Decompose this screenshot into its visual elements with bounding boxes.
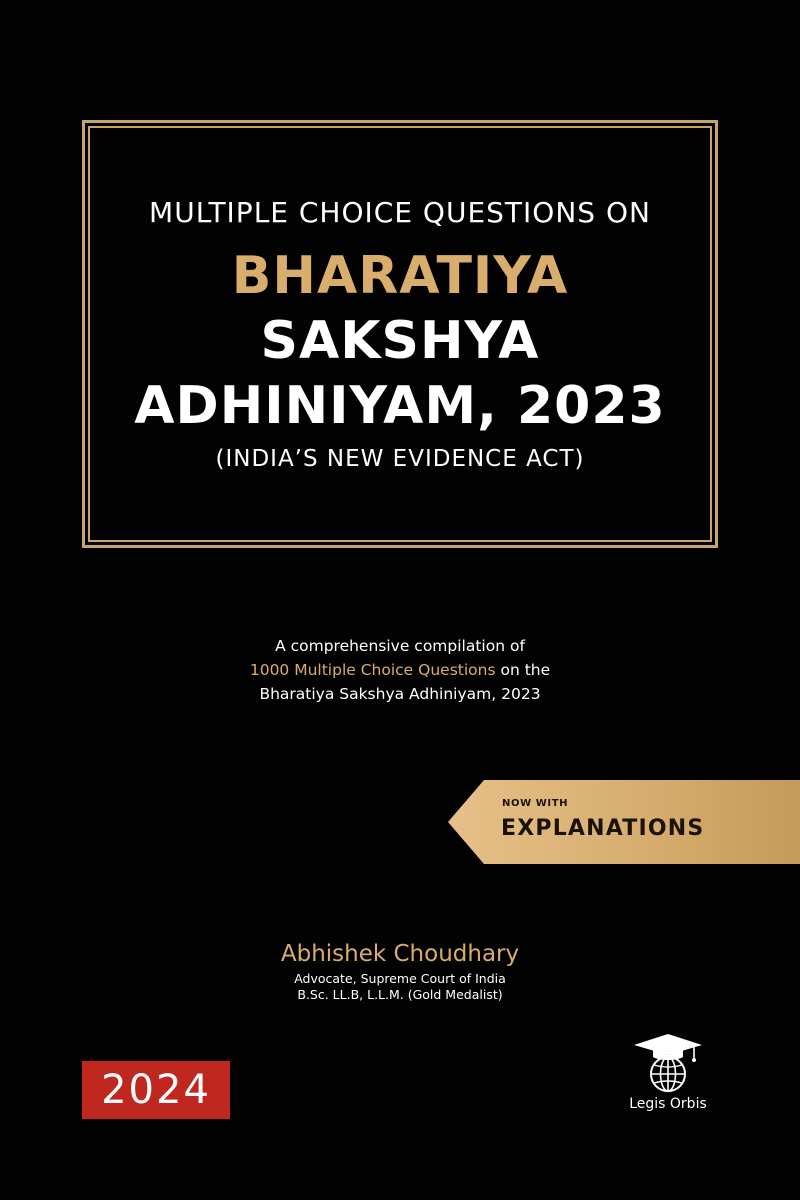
year-badge: 2024 [82, 1061, 230, 1119]
explanations-banner [448, 780, 800, 864]
book-title-line-1: BHARATIYA [231, 246, 569, 306]
blurb-line-2 [0, 658, 800, 682]
blurb-highlight: 1000 Multiple Choice Questions [249, 661, 496, 679]
blurb-line-2-rest: on the [495, 661, 551, 679]
blurb-line-3: Bharatiya Sakshya Adhiniyam, 2023 [259, 685, 541, 703]
banner-small-text: NOW WITH [502, 798, 569, 809]
blurb-line-1: A comprehensive compilation of [275, 637, 525, 655]
author-credential-1: Advocate, Supreme Court of India [294, 971, 506, 986]
author-name: Abhishek Choudhary [280, 941, 520, 967]
banner-big-text: EXPLANATIONS [501, 816, 705, 841]
author-credential-2: B.Sc. LL.B, L.L.M. (Gold Medalist) [297, 987, 503, 1002]
book-title-line-2: SAKSHYA [260, 311, 540, 371]
book-title-line-3: ADHINIYAM, 2023 [134, 376, 666, 436]
pre-title: MULTIPLE CHOICE QUESTIONS ON [149, 196, 651, 229]
cover-blurb [0, 634, 800, 706]
book-subtitle: (INDIA’S NEW EVIDENCE ACT) [215, 446, 585, 472]
publisher-name: Legis Orbis [629, 1096, 707, 1112]
globe-graduation-cap-icon [632, 1032, 704, 1094]
